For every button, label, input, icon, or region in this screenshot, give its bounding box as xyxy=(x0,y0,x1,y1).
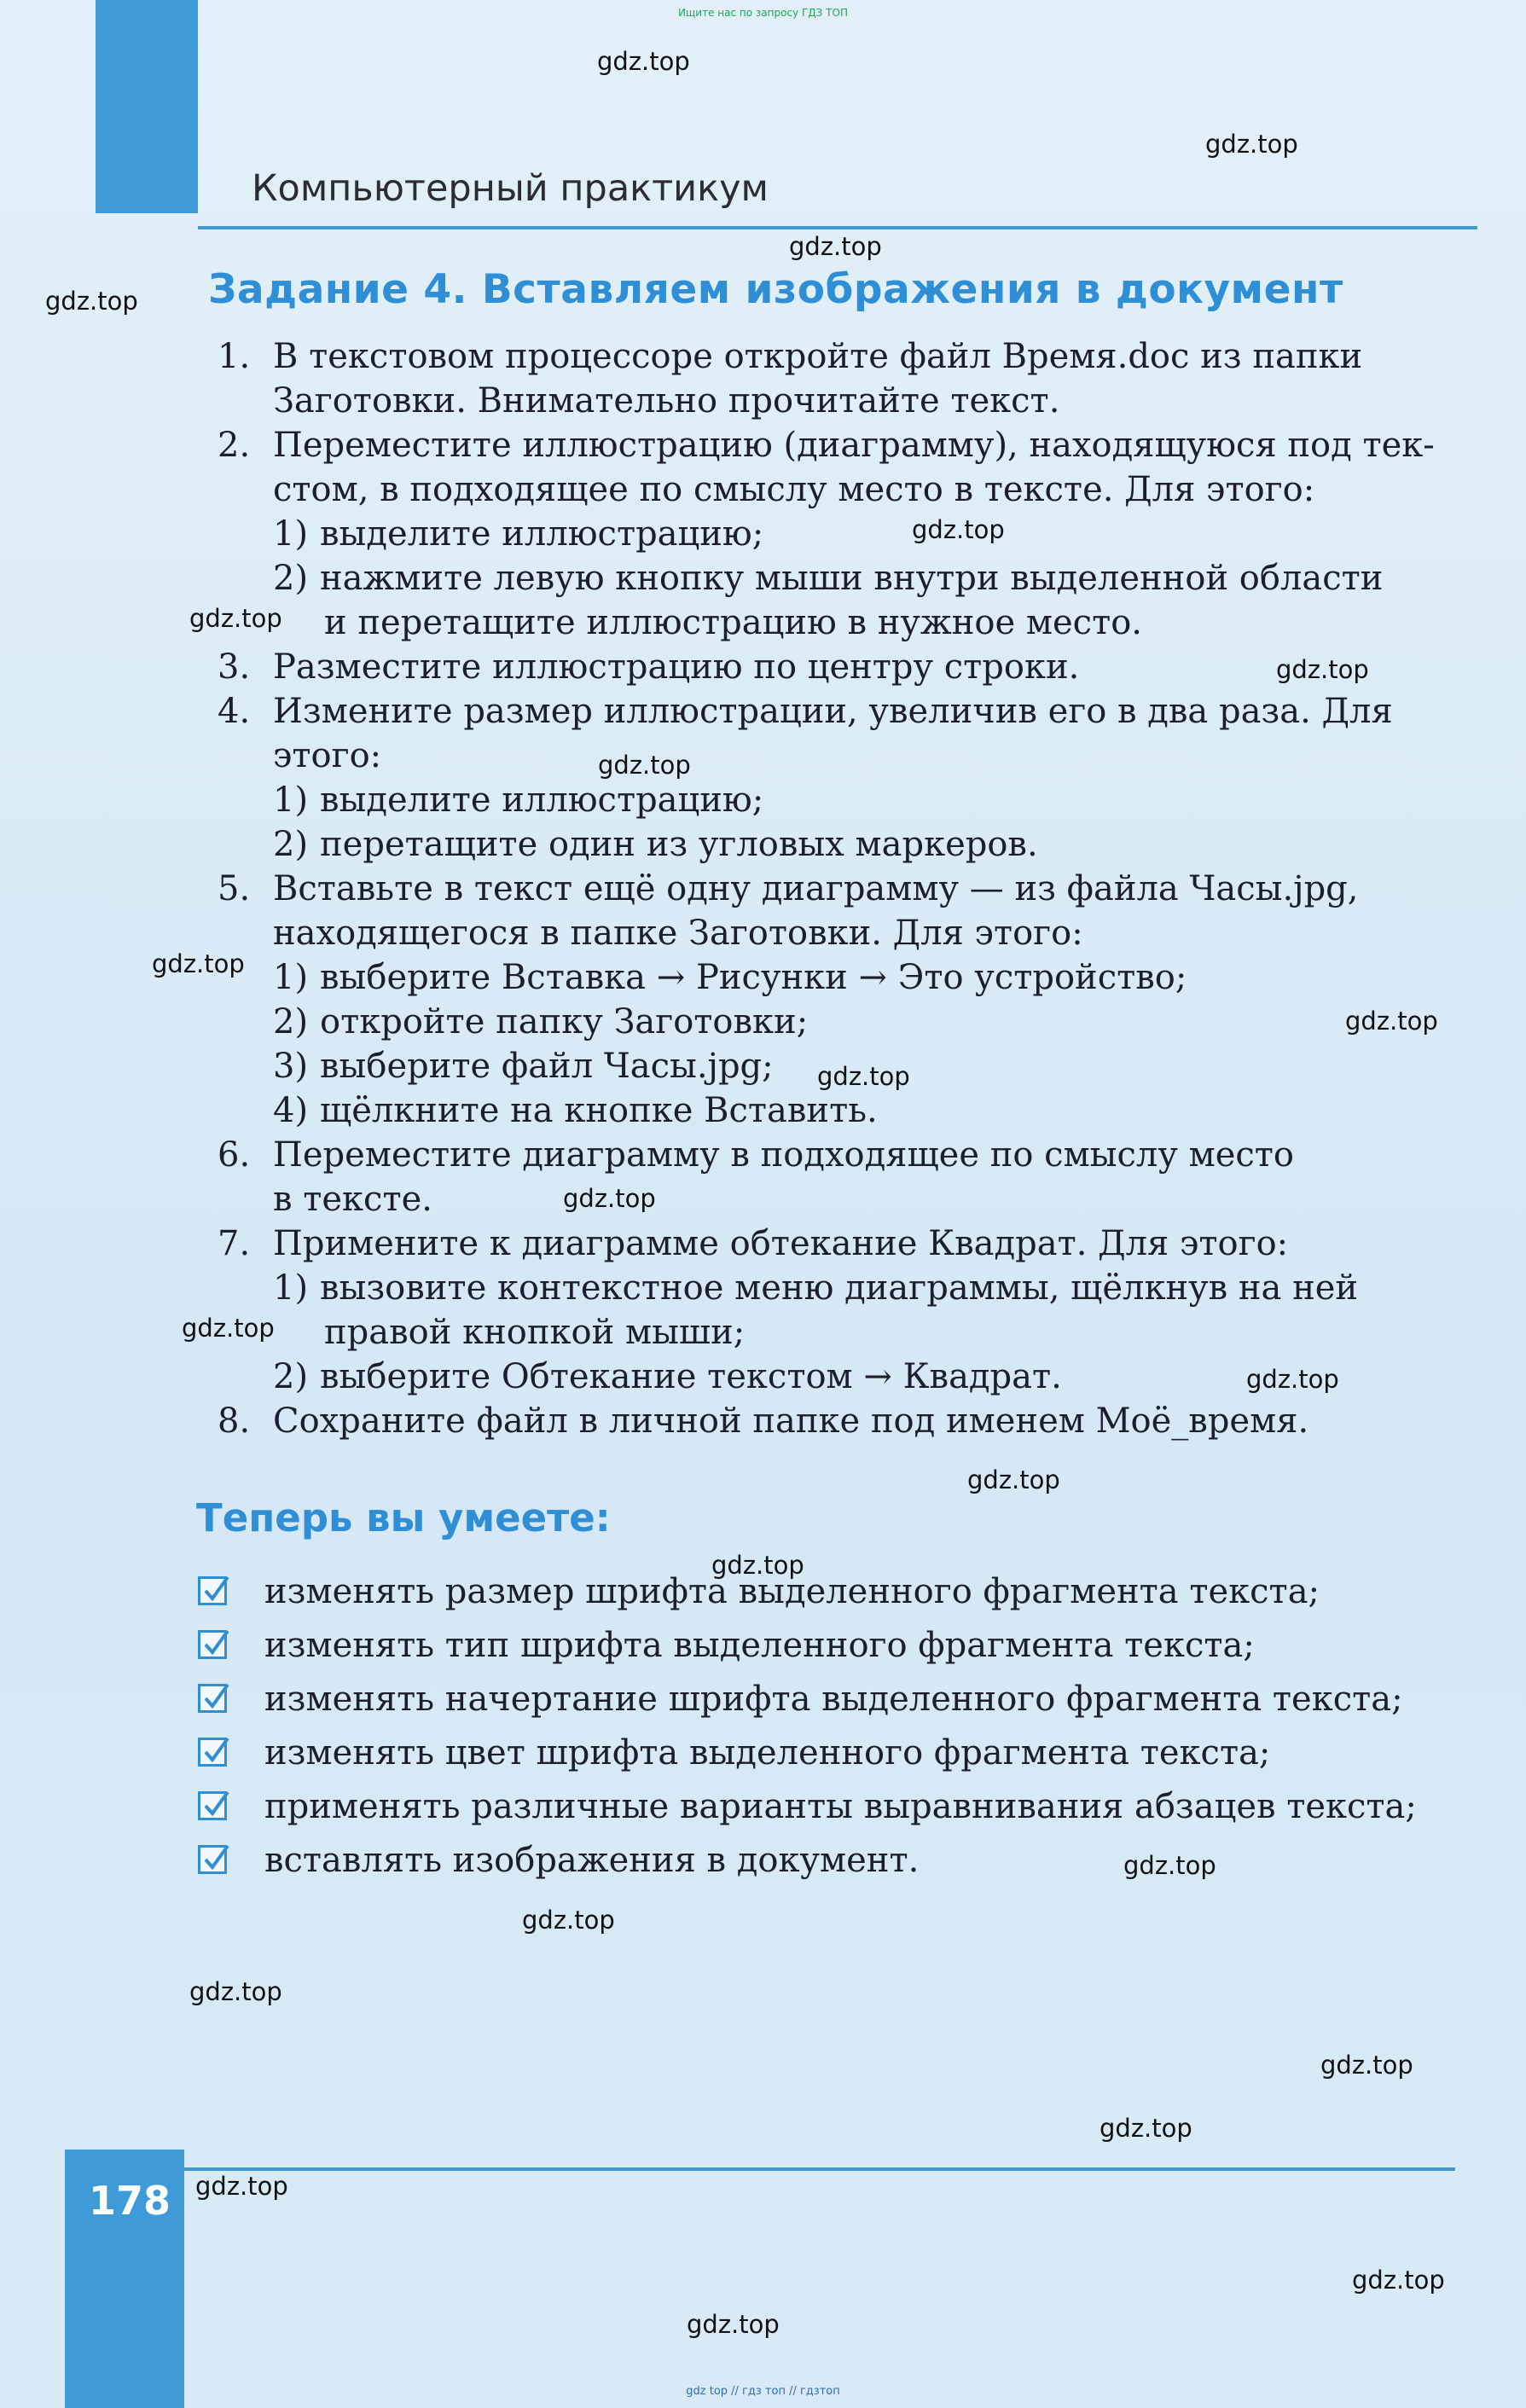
substep-number: 2) xyxy=(273,559,309,598)
substep-text: правой кнопкой мыши; xyxy=(324,1313,746,1352)
watermark: gdz.top xyxy=(967,1465,1060,1494)
substep-text: выберите Вставка → Рисунки → Это устройство; xyxy=(320,958,1187,997)
skill-item xyxy=(198,1838,1477,1892)
substep-number: 1) xyxy=(273,1268,309,1308)
step-line xyxy=(218,1133,1480,1177)
skill-item xyxy=(198,1677,1477,1731)
skill-item xyxy=(198,1784,1477,1838)
checkmark-icon xyxy=(198,1791,227,1820)
watermark: gdz.top xyxy=(45,287,138,316)
watermark: gdz.top xyxy=(195,2172,288,2201)
section-title: Компьютерный практикум xyxy=(252,167,769,210)
step-text: находящегося в папке Заготовки. Для этого: xyxy=(273,914,1083,953)
substep-text: откройте папку Заготовки; xyxy=(320,1002,809,1042)
substep-number: 4) xyxy=(273,1091,309,1130)
step-text: Примените к диаграмме обтекание Квадрат. Для этого: xyxy=(273,1224,1289,1263)
step-line xyxy=(218,1399,1480,1443)
step-number: 8. xyxy=(218,1401,251,1441)
substep-line xyxy=(218,1310,1480,1355)
substep-line xyxy=(218,955,1480,1000)
step-line xyxy=(218,423,1480,467)
watermark: gdz.top xyxy=(598,751,691,780)
step-text: Переместите диаграмму в подходящее по смыслу место xyxy=(273,1135,1294,1175)
substep-line xyxy=(218,556,1480,601)
watermark: gdz.top xyxy=(1352,2266,1445,2295)
substep-line xyxy=(218,778,1480,822)
substep-line xyxy=(218,512,1480,556)
step-line xyxy=(218,334,1480,379)
skill-item xyxy=(198,1731,1477,1784)
watermark: gdz.top xyxy=(522,1906,615,1935)
substep-text: выберите файл Часы.jpg; xyxy=(320,1047,774,1086)
task-steps xyxy=(218,334,1480,1443)
step-number: 2. xyxy=(218,426,251,465)
substep-text: щёлкните на кнопке Вставить. xyxy=(320,1091,878,1130)
substep-line xyxy=(218,822,1480,867)
step-line xyxy=(218,734,1480,778)
skill-text: изменять размер шрифта выделенного фрагмента текста; xyxy=(264,1572,1320,1611)
step-number: 5. xyxy=(218,869,251,908)
footer-links[interactable]: gdz top // гдз топ // гдзтоп xyxy=(686,2385,840,2398)
step-line xyxy=(218,379,1480,423)
watermark: gdz.top xyxy=(711,1551,804,1580)
step-line xyxy=(218,467,1480,512)
top-search-link[interactable]: Ищите нас по запросу ГДЗ ТОП xyxy=(678,7,848,19)
step-text: Сохраните файл в личной папке под именем Моё_время. xyxy=(273,1401,1309,1441)
substep-text: и перетащите иллюстрацию в нужное место. xyxy=(324,603,1143,642)
checkmark-icon xyxy=(198,1738,227,1767)
watermark: gdz.top xyxy=(1205,130,1298,159)
step-text: В текстовом процессоре откройте файл Время.doc из папки xyxy=(273,337,1363,376)
substep-text: выделите иллюстрацию; xyxy=(320,514,764,554)
substep-number: 2) xyxy=(273,1357,309,1396)
watermark: gdz.top xyxy=(1320,2051,1413,2080)
watermark: gdz.top xyxy=(1345,1007,1438,1036)
skill-item xyxy=(198,1570,1477,1623)
substep-number: 2) xyxy=(273,825,309,864)
skill-text: изменять начертание шрифта выделенного фрагмента текста; xyxy=(264,1680,1403,1719)
section-rule xyxy=(198,226,1477,229)
step-line xyxy=(218,867,1480,911)
step-text: Вставьте в текст ещё одну диаграмму — из файла Часы.jpg, xyxy=(273,869,1359,908)
substep-number: 1) xyxy=(273,514,309,554)
step-number: 6. xyxy=(218,1135,251,1175)
substep-number: 1) xyxy=(273,780,309,820)
skills-heading: Теперь вы умеете: xyxy=(196,1495,611,1541)
step-text: Переместите иллюстрацию (диаграмму), находящуюся под тек- xyxy=(273,426,1435,465)
watermark: gdz.top xyxy=(182,1314,275,1343)
step-line xyxy=(218,911,1480,955)
watermark: gdz.top xyxy=(189,1977,282,2006)
step-number: 1. xyxy=(218,337,251,376)
step-number: 4. xyxy=(218,692,251,731)
watermark: gdz.top xyxy=(597,47,690,76)
watermark: gdz.top xyxy=(1100,2114,1192,2143)
watermark: gdz.top xyxy=(563,1184,656,1213)
checkmark-icon xyxy=(198,1630,227,1659)
step-text: Разместите иллюстрацию по центру строки. xyxy=(273,647,1080,687)
watermark: gdz.top xyxy=(1246,1365,1339,1394)
checkmark-icon xyxy=(198,1684,227,1713)
skill-text: изменять цвет шрифта выделенного фрагмента текста; xyxy=(264,1733,1271,1773)
substep-text: выделите иллюстрацию; xyxy=(320,780,764,820)
watermark: gdz.top xyxy=(817,1062,910,1091)
step-line xyxy=(218,689,1480,734)
blue-margin-stripe-top xyxy=(96,0,198,213)
step-number: 3. xyxy=(218,647,251,687)
substep-text: перетащите один из угловых маркеров. xyxy=(320,825,1038,864)
substep-text: выберите Обтекание текстом → Квадрат. xyxy=(320,1357,1062,1396)
substep-line xyxy=(218,1266,1480,1310)
task-heading: Задание 4. Вставляем изображения в документ xyxy=(208,266,1343,313)
watermark: gdz.top xyxy=(789,232,882,261)
step-text: Заготовки. Внимательно прочитайте текст. xyxy=(273,381,1060,421)
page-number: 178 xyxy=(89,2178,171,2224)
watermark: gdz.top xyxy=(912,515,1005,544)
skill-text: применять различные варианты выравнивания абзацев текста; xyxy=(264,1787,1417,1826)
substep-line xyxy=(218,1000,1480,1044)
watermark: gdz.top xyxy=(1123,1851,1216,1880)
watermark: gdz.top xyxy=(152,949,245,978)
watermark: gdz.top xyxy=(189,604,282,633)
step-text: этого: xyxy=(273,736,382,775)
skill-text: изменять тип шрифта выделенного фрагмента текста; xyxy=(264,1626,1255,1665)
skills-list xyxy=(198,1570,1477,1892)
bottom-rule xyxy=(184,2167,1455,2171)
step-text: стом, в подходящее по смыслу место в тексте. Для этого: xyxy=(273,470,1315,509)
substep-line xyxy=(218,1088,1480,1133)
step-line xyxy=(218,1221,1480,1266)
skill-text: вставлять изображения в документ. xyxy=(264,1841,920,1880)
step-line xyxy=(218,1177,1480,1221)
substep-text: вызовите контекстное меню диаграммы, щёлкнув на ней xyxy=(320,1268,1359,1308)
watermark: gdz.top xyxy=(687,2310,780,2339)
substep-number: 2) xyxy=(273,1002,309,1042)
checkmark-icon xyxy=(198,1845,227,1874)
substep-number: 1) xyxy=(273,958,309,997)
step-text: в тексте. xyxy=(273,1180,432,1219)
substep-line xyxy=(218,601,1480,645)
substep-number: 3) xyxy=(273,1047,309,1086)
substep-text: нажмите левую кнопку мыши внутри выделенной области xyxy=(320,559,1384,598)
skill-item xyxy=(198,1623,1477,1677)
checkmark-icon xyxy=(198,1576,227,1605)
step-text: Измените размер иллюстрации, увеличив его в два раза. Для xyxy=(273,692,1393,731)
step-number: 7. xyxy=(218,1224,251,1263)
watermark: gdz.top xyxy=(1276,655,1369,684)
